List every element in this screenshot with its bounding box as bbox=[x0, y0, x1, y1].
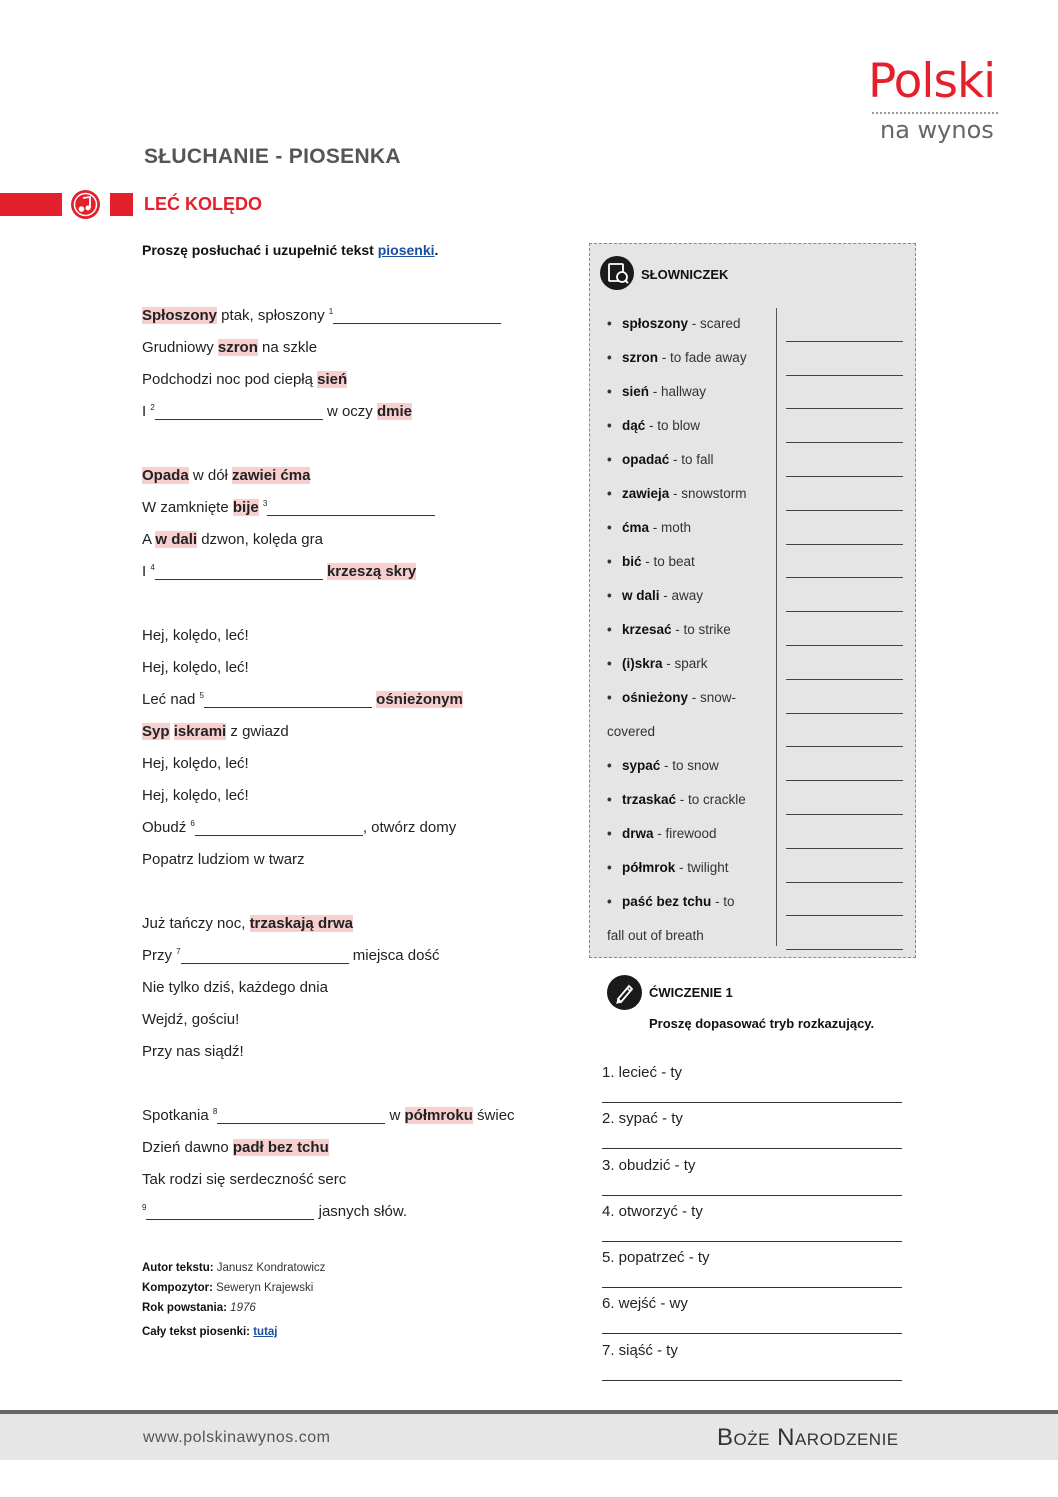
answer-line[interactable] bbox=[602, 1102, 902, 1103]
credit-value: Seweryn Krajewski bbox=[212, 1282, 314, 1294]
vocab-word: zawieja bbox=[622, 486, 670, 501]
vocabulary-title: SŁOWNICZEK bbox=[641, 267, 729, 282]
credit-author bbox=[142, 1258, 325, 1278]
lyric-text: świec bbox=[472, 1107, 515, 1124]
logo bbox=[868, 56, 1003, 146]
vocab-blank[interactable] bbox=[786, 916, 903, 950]
answer-line[interactable] bbox=[602, 1333, 902, 1334]
song-link[interactable]: piosenki bbox=[377, 242, 435, 258]
vocabulary-blanks bbox=[786, 308, 903, 950]
fill-blank[interactable] bbox=[217, 1103, 385, 1124]
highlighted-word: ośnieżonym bbox=[376, 691, 463, 708]
exercise-title: ĆWICZENIE 1 bbox=[649, 985, 733, 1000]
vocab-blank[interactable] bbox=[786, 612, 903, 646]
highlighted-word: półmroku bbox=[404, 1107, 473, 1124]
lyric-text: W zamknięte bbox=[142, 499, 233, 516]
blank-number: 6 bbox=[190, 819, 195, 828]
highlighted-word: padł bez tchu bbox=[232, 1139, 329, 1156]
answer-line[interactable] bbox=[602, 1380, 902, 1381]
vocab-item: • paść bez tchu - to bbox=[607, 894, 735, 909]
vocab-item: • zawieja - snowstorm bbox=[607, 486, 747, 501]
credit-label: Kompozytor: bbox=[142, 1282, 213, 1294]
lyric-text: I bbox=[142, 563, 151, 580]
vocabulary-divider bbox=[776, 308, 777, 946]
exercise-item bbox=[602, 1151, 902, 1197]
vocab-item: • ośnieżony - snow- bbox=[607, 690, 737, 705]
highlighted-word: szron bbox=[217, 339, 258, 356]
song-title: LEĆ KOLĘDO bbox=[144, 194, 263, 214]
lyric-text: A bbox=[142, 531, 156, 548]
vocab-translation: - moth bbox=[649, 520, 692, 535]
vocab-blank[interactable] bbox=[786, 646, 903, 680]
lyric-line bbox=[142, 556, 562, 588]
vocab-item: • w dali - away bbox=[607, 588, 704, 603]
exercise-item bbox=[602, 1197, 902, 1243]
lyric-line bbox=[142, 364, 562, 396]
vocab-item: • drwa - firewood bbox=[607, 826, 717, 841]
page-title: SŁUCHANIE - PIOSENKA bbox=[144, 145, 401, 168]
lyric-text: Spotkania bbox=[142, 1107, 213, 1124]
vocab-word: opadać bbox=[622, 452, 670, 467]
lyric-text: miejsca dość bbox=[348, 947, 440, 964]
lyric-text: jasnych słów. bbox=[314, 1203, 407, 1220]
vocab-blank[interactable] bbox=[786, 545, 903, 579]
vocab-item: • sień - hallway bbox=[607, 384, 707, 399]
credit-value: Janusz Kondratowicz bbox=[213, 1262, 326, 1274]
vocab-word: trzaskać bbox=[622, 792, 677, 807]
blank-number: 5 bbox=[199, 691, 204, 700]
credit-full-text bbox=[142, 1322, 325, 1342]
lyric-line bbox=[142, 940, 562, 972]
vocab-word: ośnieżony bbox=[622, 690, 689, 705]
lyric-line bbox=[142, 1196, 562, 1228]
lyric-text: ptak, spłoszony bbox=[217, 307, 329, 324]
dictionary-icon bbox=[600, 256, 634, 290]
vocab-word: krzesać bbox=[622, 622, 672, 637]
vocab-blank[interactable] bbox=[786, 781, 903, 815]
lyric-line bbox=[142, 396, 562, 428]
exercise-prompt: 6. wejść - wy bbox=[602, 1295, 688, 1313]
highlighted-word: bije bbox=[232, 499, 259, 516]
vocab-item: • bić - to beat bbox=[607, 554, 695, 569]
fill-blank[interactable] bbox=[195, 815, 363, 836]
fill-blank[interactable] bbox=[333, 303, 501, 324]
lyric-line: Wejdź, gościu! bbox=[142, 1011, 240, 1028]
vocab-item: • (i)skra - spark bbox=[607, 656, 708, 671]
lyric-text: I bbox=[142, 403, 151, 420]
lyric-text: dzwon, kolęda gra bbox=[197, 531, 323, 548]
lyric-line: Nie tylko dziś, każdego dnia bbox=[142, 979, 328, 996]
lyric-text: Już tańczy noc, bbox=[142, 915, 250, 932]
vocab-blank[interactable] bbox=[786, 747, 903, 781]
vocab-blank[interactable] bbox=[786, 308, 903, 342]
full-lyrics-link[interactable]: tutaj bbox=[253, 1326, 278, 1338]
vocab-blank[interactable] bbox=[786, 376, 903, 410]
instruction-end: . bbox=[434, 242, 439, 258]
vocab-word: ćma bbox=[622, 520, 650, 535]
lyric-text: Leć nad bbox=[142, 691, 200, 708]
highlighted-word: krzeszą skry bbox=[326, 563, 417, 580]
logo-brand: Polski bbox=[868, 54, 996, 109]
lyric-text: na szkle bbox=[257, 339, 318, 356]
lyrics bbox=[142, 300, 562, 1228]
vocab-translation: - to fall bbox=[669, 452, 714, 467]
lyric-text: Obudź bbox=[142, 819, 191, 836]
exercise-item bbox=[602, 1104, 902, 1150]
fill-blank[interactable] bbox=[181, 943, 349, 964]
instruction-text: Proszę posłuchać i uzupełnić tekst bbox=[142, 242, 378, 258]
highlighted-word: dmie bbox=[376, 403, 412, 420]
exercise-item bbox=[602, 1336, 902, 1382]
logo-sub: na wynos bbox=[880, 116, 994, 144]
lyric-line: Hej, kolędo, leć! bbox=[142, 787, 249, 804]
vocab-translation: - to fade away bbox=[658, 350, 747, 365]
lyric-text: Dzień dawno bbox=[142, 1139, 233, 1156]
highlighted-word: trzaskają drwa bbox=[249, 915, 353, 932]
vocab-item-continued: covered bbox=[607, 724, 656, 739]
vocab-item: • ćma - moth bbox=[607, 520, 692, 535]
lyric-text: w dół bbox=[188, 467, 233, 484]
highlighted-word: zawiei ćma bbox=[232, 467, 311, 484]
vocab-word: szron bbox=[622, 350, 659, 365]
exercise-prompt: 1. lecieć - ty bbox=[602, 1064, 683, 1081]
lyric-line bbox=[142, 812, 562, 844]
answer-line[interactable] bbox=[602, 1287, 902, 1288]
lyric-line: Przy nas siądź! bbox=[142, 1043, 244, 1060]
lyric-text: Przy bbox=[142, 947, 177, 964]
blank-number: 3 bbox=[262, 499, 268, 508]
fill-blank[interactable] bbox=[267, 495, 435, 516]
credit-value: 1976 bbox=[226, 1302, 256, 1314]
lyric-line bbox=[142, 1100, 562, 1132]
lyric-text: Podchodzi noc pod ciepłą bbox=[142, 371, 318, 388]
vocab-blank[interactable] bbox=[786, 409, 903, 443]
vocab-word: w dali bbox=[622, 588, 660, 603]
fill-blank[interactable] bbox=[204, 687, 372, 708]
vocab-blank[interactable] bbox=[786, 680, 903, 714]
vocab-translation: - to beat bbox=[641, 554, 695, 569]
exercise-item bbox=[602, 1289, 902, 1335]
red-bar-decoration bbox=[0, 193, 62, 216]
fill-blank[interactable] bbox=[155, 559, 323, 580]
listening-instruction bbox=[142, 242, 438, 258]
vocabulary-list bbox=[607, 308, 773, 954]
vocab-translation: - scared bbox=[688, 316, 741, 331]
blank-number: 7 bbox=[176, 947, 181, 956]
lyric-line: Hej, kolędo, leć! bbox=[142, 627, 249, 644]
vocab-blank[interactable] bbox=[786, 511, 903, 545]
vocab-word: paść bez tchu bbox=[622, 894, 712, 909]
vocab-translation: - snowstorm bbox=[669, 486, 747, 501]
blank-number: 2 bbox=[150, 403, 155, 412]
logo-divider bbox=[872, 112, 998, 114]
highlighted-word: iskrami bbox=[173, 723, 227, 740]
blank-number: 9 bbox=[142, 1203, 147, 1212]
vocab-translation: - away bbox=[659, 588, 704, 603]
vocab-item: • dąć - to blow bbox=[607, 418, 701, 433]
lyric-line bbox=[142, 684, 562, 716]
highlighted-word: Spłoszony bbox=[142, 307, 218, 324]
vocab-item: • krzesać - to strike bbox=[607, 622, 731, 637]
vocab-translation: - to blow bbox=[645, 418, 701, 433]
vocab-word: sypać bbox=[622, 758, 661, 773]
exercise-prompt: 7. siąść - ty bbox=[602, 1341, 678, 1359]
lyric-text: w oczy bbox=[322, 403, 377, 420]
vocab-item: • półmrok - twilight bbox=[607, 860, 729, 875]
lyric-line: Tak rodzi się serdeczność serc bbox=[142, 1171, 347, 1188]
vocab-word: półmrok bbox=[622, 860, 676, 875]
credit-year bbox=[142, 1298, 325, 1318]
blank-number: 1 bbox=[328, 307, 334, 316]
vocab-translation: - to snow bbox=[660, 758, 719, 773]
vocab-word: bić bbox=[622, 554, 642, 569]
exercise-prompt: 3. obudzić - ty bbox=[602, 1156, 696, 1174]
vocab-blank[interactable] bbox=[786, 849, 903, 883]
vocab-word: (i)skra bbox=[622, 656, 663, 671]
exercise-prompt: 4. otworzyć - ty bbox=[602, 1202, 703, 1220]
vocab-word: dąć bbox=[622, 418, 646, 433]
vocab-item: • spłoszony - scared bbox=[607, 316, 741, 331]
fill-blank[interactable] bbox=[155, 399, 323, 420]
lyric-line bbox=[142, 332, 562, 364]
credit-label: Cały tekst piosenki: bbox=[142, 1326, 251, 1338]
credit-label: Rok powstania: bbox=[142, 1302, 227, 1314]
lyric-line bbox=[142, 492, 562, 524]
vocab-translation: - spark bbox=[662, 656, 708, 671]
vocab-translation: - to crackle bbox=[676, 792, 746, 807]
pencil-icon bbox=[607, 975, 642, 1010]
lyric-text: z gwiazd bbox=[226, 723, 289, 740]
vocab-blank[interactable] bbox=[786, 815, 903, 849]
vocab-translation: - firewood bbox=[653, 826, 717, 841]
answer-line[interactable] bbox=[602, 1241, 902, 1242]
vocab-blank[interactable] bbox=[786, 443, 903, 477]
vocab-blank[interactable] bbox=[786, 342, 903, 376]
exercise-instruction: Proszę dopasować tryb rozkazujący. bbox=[649, 1016, 875, 1031]
highlighted-word: Syp bbox=[142, 723, 170, 740]
exercise-item bbox=[602, 1058, 902, 1104]
vocab-word: spłoszony bbox=[622, 316, 689, 331]
footer-url[interactable]: www.polskinawynos.com bbox=[143, 1429, 331, 1446]
highlighted-word: Opada bbox=[142, 467, 189, 484]
vocab-blank[interactable] bbox=[786, 714, 903, 748]
vocab-translation: - hallway bbox=[649, 384, 707, 399]
vocab-translation: - snow- bbox=[688, 690, 737, 705]
song-credits bbox=[142, 1258, 325, 1342]
answer-line[interactable] bbox=[602, 1148, 902, 1149]
answer-line[interactable] bbox=[602, 1195, 902, 1196]
credit-composer bbox=[142, 1278, 325, 1298]
footer-topic: Boże Narodzenie bbox=[717, 1424, 899, 1451]
vocab-item: • trzaskać - to crackle bbox=[607, 792, 746, 807]
blank-number: 8 bbox=[212, 1107, 218, 1116]
exercise-item bbox=[602, 1243, 902, 1289]
fill-blank[interactable] bbox=[146, 1199, 314, 1220]
vocab-item: • szron - to fade away bbox=[607, 350, 747, 365]
exercise-list bbox=[602, 1058, 902, 1382]
lyric-line bbox=[142, 716, 562, 748]
highlighted-word: sień bbox=[317, 371, 348, 388]
credit-label: Autor tekstu: bbox=[142, 1262, 214, 1274]
lyric-text: Grudniowy bbox=[142, 339, 218, 356]
music-note-icon bbox=[71, 190, 100, 219]
red-square-decoration bbox=[110, 193, 133, 216]
vocab-word: drwa bbox=[622, 826, 654, 841]
vocab-word: sień bbox=[622, 384, 650, 399]
exercise-prompt: 2. sypać - ty bbox=[602, 1110, 683, 1128]
lyric-line: Hej, kolędo, leć! bbox=[142, 755, 249, 772]
lyric-line bbox=[142, 300, 562, 332]
exercise-prompt: 5. popatrzeć - ty bbox=[602, 1249, 710, 1267]
lyric-line: Hej, kolędo, leć! bbox=[142, 659, 249, 676]
lyric-line bbox=[142, 1132, 562, 1164]
vocab-translation: - to bbox=[711, 894, 735, 909]
highlighted-word: w dali bbox=[155, 531, 198, 548]
vocab-item: • sypać - to snow bbox=[607, 758, 719, 773]
vocab-blank[interactable] bbox=[786, 578, 903, 612]
vocab-translation: - twilight bbox=[675, 860, 729, 875]
vocab-item-continued: fall out of breath bbox=[607, 928, 704, 943]
lyric-text: w bbox=[385, 1107, 405, 1124]
vocab-blank[interactable] bbox=[786, 883, 903, 917]
blank-number: 4 bbox=[150, 563, 155, 572]
lyric-line bbox=[142, 460, 562, 492]
lyric-line bbox=[142, 908, 562, 940]
vocab-item: • opadać - to fall bbox=[607, 452, 714, 467]
vocab-translation: - to strike bbox=[671, 622, 731, 637]
lyric-line bbox=[142, 524, 562, 556]
lyric-line: Popatrz ludziom w twarz bbox=[142, 851, 305, 868]
lyric-text: , otwórz domy bbox=[362, 819, 457, 836]
vocab-blank[interactable] bbox=[786, 477, 903, 511]
